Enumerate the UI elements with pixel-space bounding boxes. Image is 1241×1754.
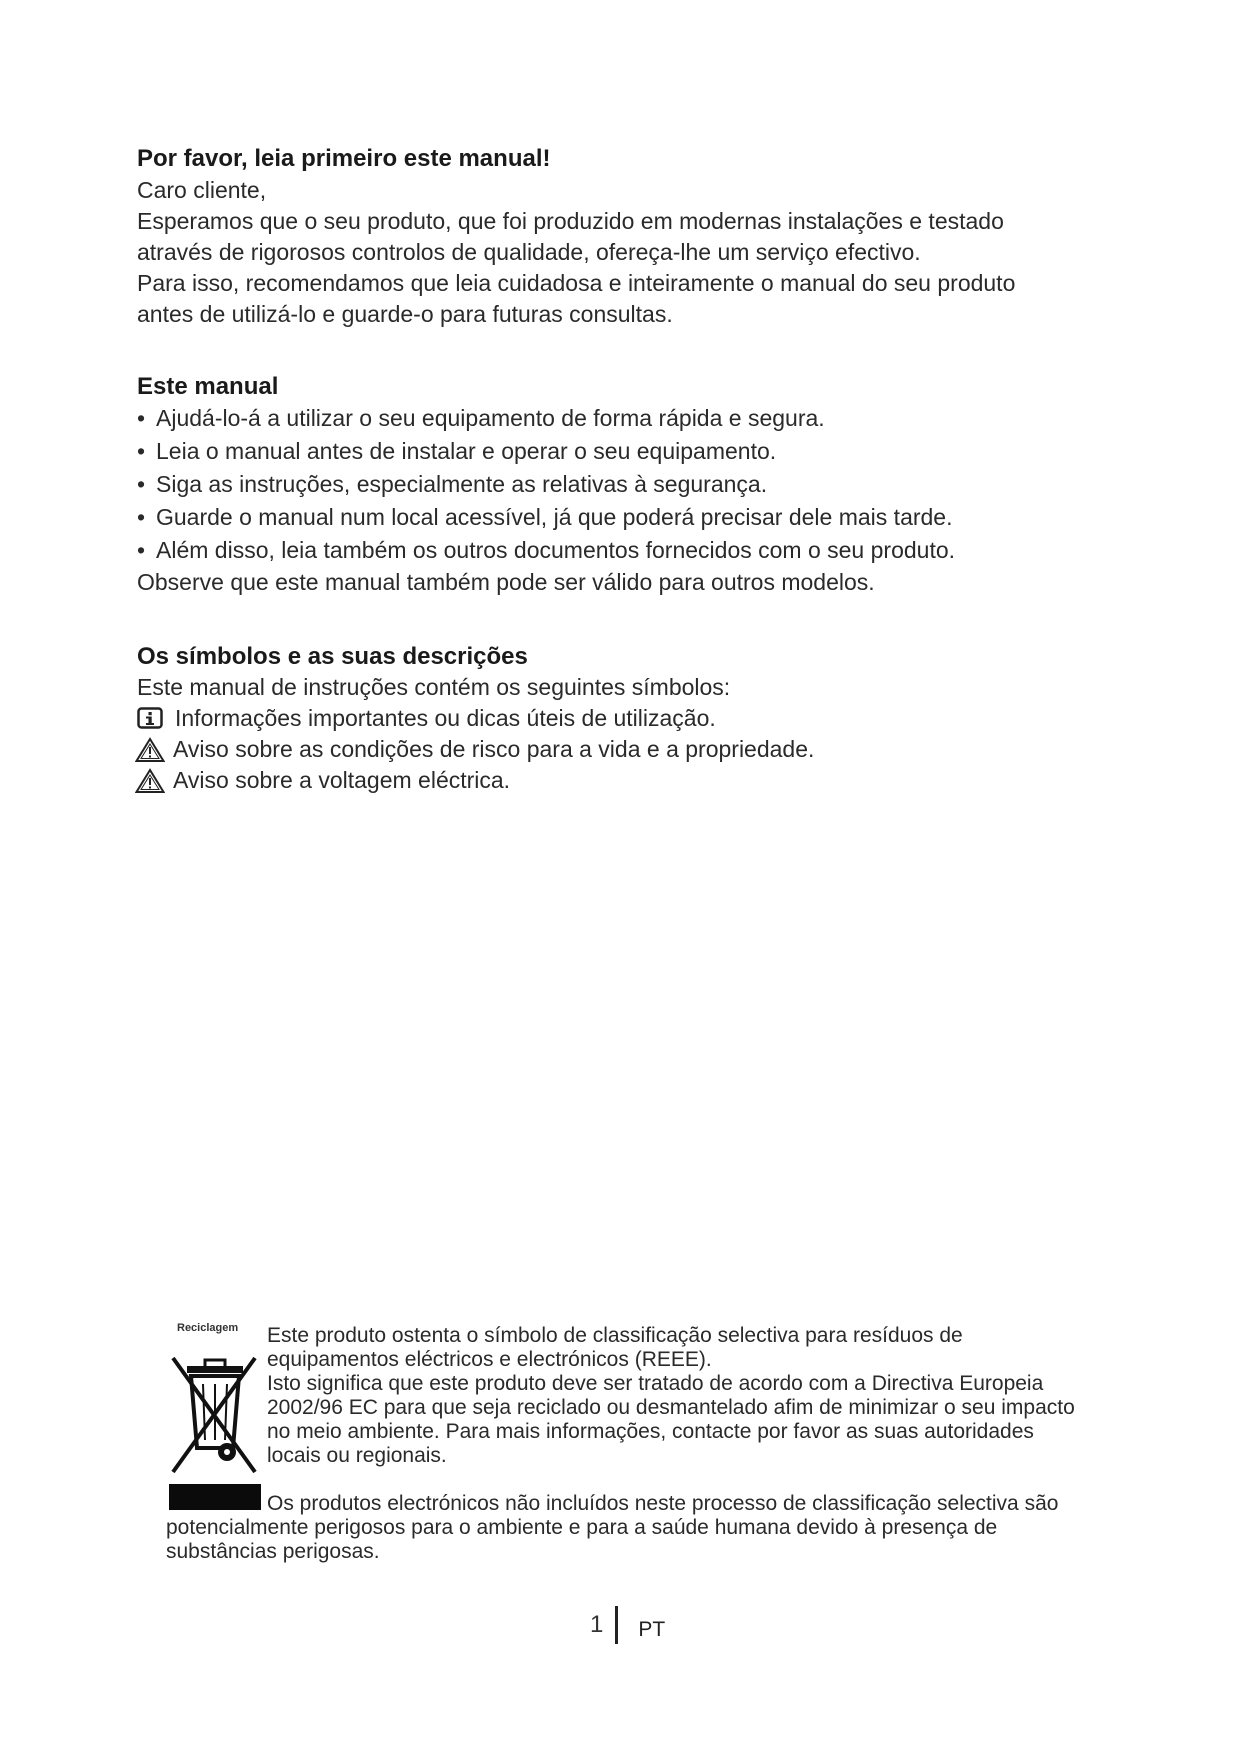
bullet-marker: • [137,504,146,530]
symbols-heading: Os símbolos e as suas descrições [137,643,528,670]
manual-section [137,372,1097,598]
recycling-logo-label: Reciclagem [177,1322,239,1334]
manual-bullet-text: Siga as instruções, especialmente as relativas à segurança. [156,471,768,497]
crossed-out-bin-icon [169,1344,261,1480]
symbol-item [135,765,1097,796]
page-footer [590,1606,665,1644]
warning-icon [135,768,173,794]
recycling-line: equipamentos eléctricos e electrónicos (REEE). [267,1348,712,1371]
recycling-closing-line: potencialmente perigosos para o ambiente e para a saúde humana devido à presença de [166,1516,998,1539]
manual-bullet [137,402,1097,435]
symbol-item [135,734,1097,765]
recycling-line: no meio ambiente. Para mais informações, contacte por favor as suas autoridades [267,1420,1034,1443]
symbol-item [137,703,1097,734]
page-number: 1 [590,1611,604,1638]
recycling-line: Isto significa que este produto deve ser tratado de acordo com a Directiva Europeia [267,1372,1044,1395]
manual-heading: Este manual [137,373,279,400]
manual-bullet [137,534,1097,567]
warning-icon [135,737,173,763]
manual-bullet-text: Leia o manual antes de instalar e operar o seu equipamento. [156,438,777,464]
intro-line: antes de utilizá-lo e guarde-o para futuras consultas. [137,301,673,327]
bullet-marker: • [137,438,146,464]
intro-section [137,144,1097,330]
manual-bullet [137,435,1097,468]
bullet-marker: • [137,537,146,563]
symbol-text: Aviso sobre a voltagem eléctrica. [173,767,511,793]
recycling-closing-line: substâncias perigosas. [166,1540,380,1563]
symbol-text: Informações importantes ou dicas úteis de utilização. [175,705,716,731]
intro-line: através de rigorosos controlos de qualidade, ofereça-lhe um serviço efectivo. [137,239,921,265]
symbols-section [137,642,1097,796]
manual-note: Observe que este manual também pode ser válido para outros modelos. [137,569,875,595]
recycling-line: Este produto ostenta o símbolo de classificação selectiva para resíduos de [267,1324,963,1347]
footer-divider [615,1606,618,1644]
language-code: PT [638,1618,666,1641]
manual-bullet-text: Ajudá-lo-á a utilizar o seu equipamento de forma rápida e segura. [156,405,825,431]
symbols-intro: Este manual de instruções contém os seguintes símbolos: [137,674,731,700]
intro-line: Esperamos que o seu produto, que foi produzido em modernas instalações e testado [137,208,1004,234]
manual-bullet [137,468,1097,501]
recycling-line: 2002/96 EC para que seja reciclado ou desmantelado afim de minimizar o seu impacto [267,1396,1075,1419]
intro-heading: Por favor, leia primeiro este manual! [137,145,551,172]
info-icon [137,707,175,731]
bullet-marker: • [137,471,146,497]
recycling-closing [166,1492,1156,1564]
manual-bullet [137,501,1097,534]
symbol-text: Aviso sobre as condições de risco para a vida e a propriedade. [173,736,815,762]
manual-bullet-text: Guarde o manual num local acessível, já que poderá precisar dele mais tarde. [156,504,953,530]
recycling-closing-line: Os produtos electrónicos não incluídos neste processo de classificação selectiva são [267,1492,1059,1515]
recycling-line: locais ou regionais. [267,1444,447,1467]
intro-line: Caro cliente, [137,177,267,203]
recycling-text [267,1324,1157,1468]
intro-line: Para isso, recomendamos que leia cuidadosa e inteiramente o manual do seu produto [137,270,1016,296]
bullet-marker: • [137,405,146,431]
manual-bullet-text: Além disso, leia também os outros documentos fornecidos com o seu produto. [156,537,956,563]
